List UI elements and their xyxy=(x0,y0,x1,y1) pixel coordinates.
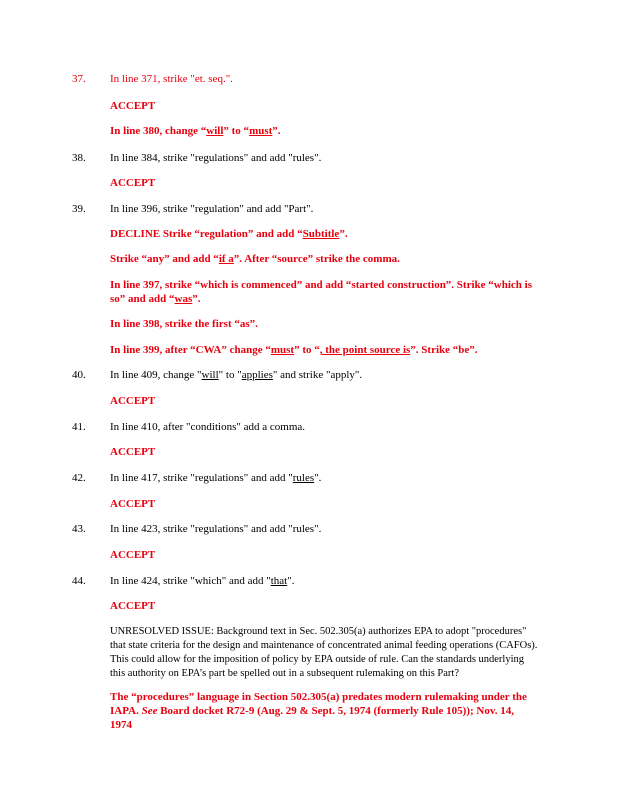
response-39c xyxy=(110,278,550,306)
response-accept: ACCEPT xyxy=(110,498,156,510)
item-text-part: ". xyxy=(314,472,322,484)
response-accept: ACCEPT xyxy=(110,395,156,407)
response-text: ”. After “source” strike the comma. xyxy=(233,253,400,265)
final-response xyxy=(110,690,535,732)
unresolved-text: Background text in Sec. 502.305(a) authorizes EPA to adopt "procedures" that state criteria for the design and maintenance of concentrated animal feeding operations (CAFOs). This could allow for the imposition of policy by EPA outside of rule. Can the standards underlying this authority on EPA’s part be spelled out in a subsequent rulemaking on this Part? xyxy=(110,626,538,679)
response-text: In line 380, change “ xyxy=(110,125,207,137)
underlined-text: must xyxy=(249,125,273,137)
response-text: ”. xyxy=(339,228,348,240)
underlined-text: applies xyxy=(241,369,273,381)
item-number: 37. xyxy=(72,73,86,85)
unresolved-issue xyxy=(110,625,540,681)
item-text-part: In line 417, strike "regulations" and add " xyxy=(110,472,293,484)
underlined-text: rules xyxy=(292,472,315,484)
response-39b xyxy=(110,252,550,266)
item-number: 39. xyxy=(72,203,86,215)
response-37b xyxy=(110,124,550,138)
response-accept: ACCEPT xyxy=(110,100,156,112)
response-text: ”. Strike “be”. xyxy=(410,344,478,356)
response-text: In line 399, after “CWA” change “ xyxy=(110,344,271,356)
item-text-part: " and strike "apply". xyxy=(272,369,363,381)
underlined-text: that xyxy=(270,575,288,587)
underlined-text: was xyxy=(174,293,193,305)
response-accept: ACCEPT xyxy=(110,446,156,458)
response-accept: ACCEPT xyxy=(110,600,156,612)
response-text: ”. xyxy=(192,293,201,305)
underlined-text: , the point source is xyxy=(319,344,411,356)
item-text-part: In line 424, strike "which" and add " xyxy=(110,575,271,587)
item-text: In line 371, strike "et. seq.". xyxy=(110,73,233,85)
italic-see: See xyxy=(141,705,158,717)
item-number: 44. xyxy=(72,575,86,587)
response-text: In line 397, strike “which is commenced” and add “started construction”. Strike “which is so” and add “ xyxy=(110,279,532,305)
response-text: Strike “any” and add “ xyxy=(110,253,219,265)
item-text-part: In line 409, change " xyxy=(110,369,202,381)
item-text-part: ". xyxy=(287,575,295,587)
response-text: DECLINE Strike “regulation” and add “ xyxy=(110,228,303,240)
underlined-text: if a xyxy=(218,253,234,265)
item-text xyxy=(110,368,550,382)
item-text: In line 423, strike "regulations" and add "rules". xyxy=(110,523,322,535)
response-text: The “procedures” language in Section 502.305(a) predates modern rulemaking under the IAPA. xyxy=(110,691,527,717)
item-text-part: " to " xyxy=(218,369,242,381)
response-text: ” to “ xyxy=(294,344,320,356)
item-number: 41. xyxy=(72,421,86,433)
underlined-text: Subtitle xyxy=(302,228,340,240)
underlined-text: will xyxy=(206,125,224,137)
item-text: In line 396, strike "regulation" and add "Part". xyxy=(110,203,314,215)
response-text: Board docket R72-9 (Aug. 29 & Sept. 5, 1974 (formerly Rule 105)); Nov. 14, 1974 xyxy=(110,705,515,731)
underlined-text: must xyxy=(270,344,295,356)
response-39d: In line 398, strike the first “as”. xyxy=(110,318,258,330)
item-number: 42. xyxy=(72,472,86,484)
response-text: ”. xyxy=(272,125,281,137)
response-39a xyxy=(110,227,550,241)
item-number: 40. xyxy=(72,369,86,381)
response-text: ” to “ xyxy=(223,125,250,137)
item-number: 38. xyxy=(72,152,86,164)
item-text xyxy=(110,574,550,588)
response-39e xyxy=(110,343,550,357)
item-text xyxy=(110,471,550,485)
item-text: In line 384, strike "regulations" and add "rules". xyxy=(110,152,322,164)
item-text: In line 410, after "conditions" add a comma. xyxy=(110,421,306,433)
response-accept: ACCEPT xyxy=(110,177,156,189)
unresolved-label: UNRESOLVED ISSUE: xyxy=(110,626,214,637)
response-accept: ACCEPT xyxy=(110,549,156,561)
item-number: 43. xyxy=(72,523,86,535)
underlined-text: will xyxy=(201,369,219,381)
